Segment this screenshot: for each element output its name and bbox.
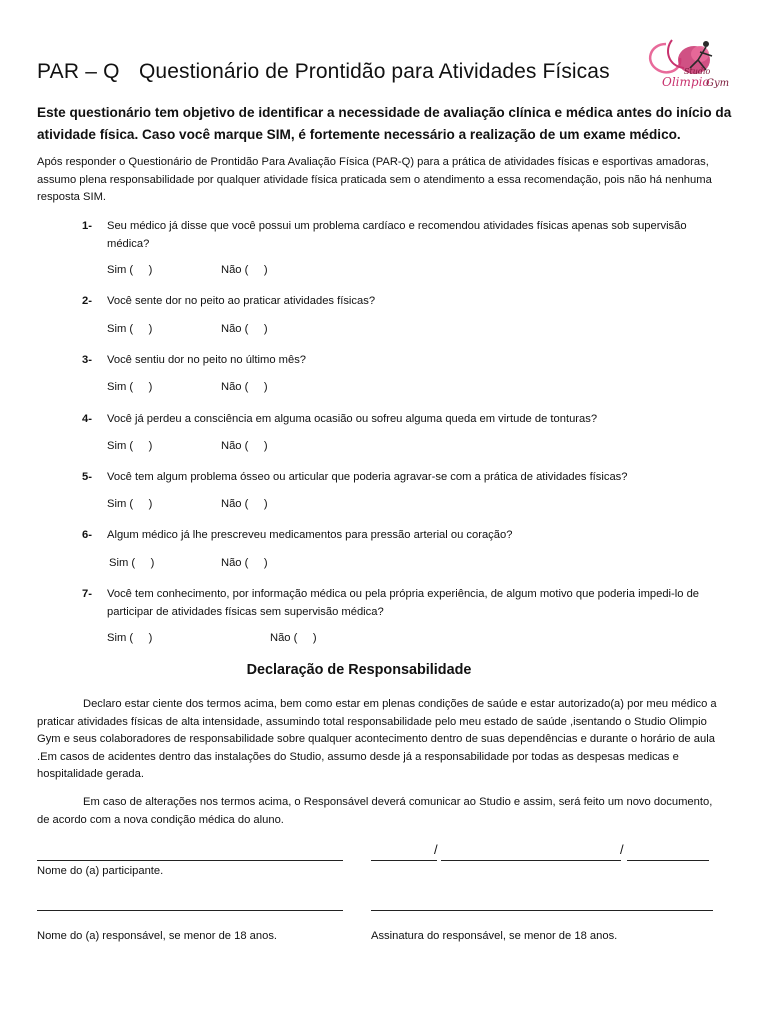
answer-no-4[interactable]: Não ( )	[221, 440, 268, 452]
date-separator: /	[434, 842, 438, 857]
date-day-line[interactable]	[371, 860, 437, 861]
studio-logo	[628, 36, 732, 92]
question-number: 6-	[82, 529, 92, 541]
participant-name-line[interactable]	[37, 860, 343, 861]
guardian-signature-label: Assinatura do responsável, se menor de 18 anos.	[371, 930, 618, 942]
question-text: Você tem conhecimento, por informação médica ou pela própria experiência, de algum motivo que poderia impedi-lo de participar de atividades físicas sem supervisão médica?	[107, 588, 700, 618]
answer-yes-1[interactable]: Sim ( )	[107, 264, 153, 276]
declaration-paragraph-2: Em caso de alterações nos termos acima, o Responsável deverá comunicar ao Studio e assim, será feito um novo documento, de acordo com a nova condição médica do aluno.	[37, 796, 713, 826]
gymnast-logo-icon	[628, 36, 732, 92]
guardian-name-line[interactable]	[37, 910, 343, 911]
answer-no-5[interactable]: Não ( )	[221, 498, 268, 510]
guardian-signature-line[interactable]	[371, 910, 713, 911]
question-number: 3-	[82, 354, 92, 366]
form-code: PAR – Q	[37, 60, 120, 83]
guardian-name-label: Nome do (a) responsável, se menor de 18 anos.	[37, 930, 278, 942]
question-text: Você tem algum problema ósseo ou articular que poderia agravar-se com a prática de atividades físicas?	[107, 471, 628, 483]
question-text: Você já perdeu a consciência em alguma ocasião ou sofreu alguma queda em virtude de tonturas?	[107, 413, 598, 425]
question-number: 7-	[82, 588, 92, 600]
answer-yes-6[interactable]: Sim ( )	[109, 557, 155, 569]
date-separator: /	[620, 842, 624, 857]
answer-no-3[interactable]: Não ( )	[221, 381, 268, 393]
declaration-title: Declaração de Responsabilidade	[246, 662, 472, 678]
question-number: 5-	[82, 471, 92, 483]
date-month-line[interactable]	[441, 860, 621, 861]
answer-yes-3[interactable]: Sim ( )	[107, 381, 153, 393]
answer-no-1[interactable]: Não ( )	[221, 264, 268, 276]
answer-no-6[interactable]: Não ( )	[221, 557, 268, 569]
answer-yes-4[interactable]: Sim ( )	[107, 440, 153, 452]
lead-text: Após responder o Questionário de Prontidão Para Avaliação Física (PAR-Q) para a prática de atividades físicas e esportivas amadoras, assumo plena responsabilidade por qualquer atividade física praticada sem o atendimento a essa recomendação, pois não há nenhuma resposta SIM.	[37, 156, 712, 203]
question-number: 4-	[82, 413, 92, 425]
logo-gym-text: Gym	[706, 78, 730, 89]
question-text: Você sente dor no peito ao praticar atividades físicas?	[107, 295, 376, 307]
logo-studio-text: Studio	[684, 67, 711, 76]
answer-yes-5[interactable]: Sim ( )	[107, 498, 153, 510]
page-title: Questionário de Prontidão para Atividades Físicas	[139, 60, 610, 83]
question-text: Algum médico já lhe prescreveu medicamentos para pressão arterial ou coração?	[107, 529, 513, 541]
logo-olimpio-text: Olimpio	[662, 75, 710, 89]
answer-no-7[interactable]: Não ( )	[270, 632, 317, 644]
date-year-line[interactable]	[627, 860, 709, 861]
question-text: Seu médico já disse que você possui um problema cardíaco e recomendou atividades físicas apenas sob supervisão médica?	[107, 220, 687, 250]
document-header	[37, 60, 637, 92]
participant-label: Nome do (a) participante.	[37, 865, 164, 877]
answer-yes-2[interactable]: Sim ( )	[107, 323, 153, 335]
question-number: 1-	[82, 220, 92, 232]
answer-no-2[interactable]: Não ( )	[221, 323, 268, 335]
declaration-paragraph-1: Declaro estar ciente dos termos acima, bem como estar em plenas condições de saúde e estar autorizado(a) por meu médico a praticar atividades físicas de alta intensidade, assumindo total responsabilidade pelo meu estado de saúde ,isentando o Studio Olimpio Gym e seus colaboradores de responsabilidade sobre qualquer acontecimento dentro de suas dependências e durante o horário de aula .Em casos de acidentes dentro das instalações do Studio, assumo desde já a responsabilidade por todas as despesas medicas e hospitalidade gerada.	[37, 698, 717, 780]
question-number: 2-	[82, 295, 92, 307]
answer-yes-7[interactable]: Sim ( )	[107, 632, 153, 644]
question-text: Você sentiu dor no peito no último mês?	[107, 354, 307, 366]
intro-text: Este questionário tem objetivo de identificar a necessidade de avaliação clínica e médica antes do início da atividade física. Caso você marque SIM, é fortemente necessário a realização de um exame médico.	[37, 105, 732, 142]
